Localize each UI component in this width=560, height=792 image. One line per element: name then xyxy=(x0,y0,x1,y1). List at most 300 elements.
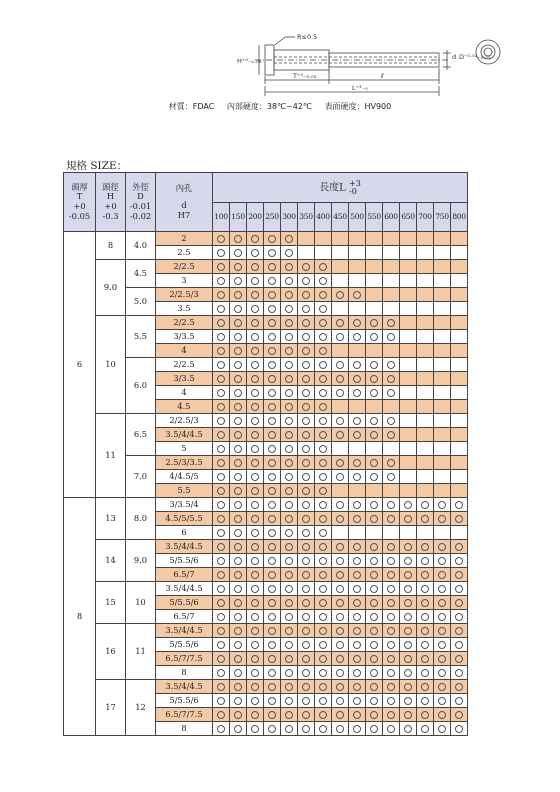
available-circle-icon xyxy=(319,641,327,649)
availability-cell xyxy=(281,386,298,400)
available-circle-icon xyxy=(370,613,378,621)
available-circle-icon xyxy=(404,515,412,523)
availability-cell xyxy=(366,554,383,568)
availability-cell xyxy=(247,344,264,358)
availability-cell xyxy=(451,428,468,442)
available-circle-icon xyxy=(319,627,327,635)
available-circle-icon xyxy=(438,725,446,733)
availability-cell xyxy=(213,638,230,652)
availability-cell xyxy=(366,722,383,736)
availability-cell xyxy=(247,428,264,442)
available-circle-icon xyxy=(336,333,344,341)
availability-cell xyxy=(264,456,281,470)
available-circle-icon xyxy=(438,669,446,677)
availability-cell xyxy=(383,316,400,330)
availability-cell xyxy=(383,470,400,484)
available-circle-icon xyxy=(336,725,344,733)
available-circle-icon xyxy=(234,613,242,621)
available-circle-icon xyxy=(234,347,242,355)
available-circle-icon xyxy=(251,305,259,313)
header-length xyxy=(213,173,468,203)
availability-cell xyxy=(281,372,298,386)
availability-cell xyxy=(400,708,417,722)
available-circle-icon xyxy=(268,249,276,257)
cell-h: 11 xyxy=(96,414,126,498)
available-circle-icon xyxy=(387,641,395,649)
availability-cell xyxy=(230,260,247,274)
availability-cell xyxy=(434,610,451,624)
availability-cell xyxy=(349,596,366,610)
availability-cell xyxy=(383,414,400,428)
availability-cell xyxy=(366,694,383,708)
availability-cell xyxy=(417,610,434,624)
availability-cell xyxy=(332,512,349,526)
header-d-inner-symbol: d xyxy=(181,200,187,211)
availability-cell xyxy=(383,638,400,652)
availability-cell xyxy=(417,694,434,708)
available-circle-icon xyxy=(319,361,327,369)
available-circle-icon xyxy=(217,291,225,299)
availability-cell xyxy=(332,386,349,400)
availability-cell xyxy=(383,484,400,498)
availability-cell xyxy=(417,330,434,344)
availability-cell xyxy=(213,428,230,442)
availability-cell xyxy=(247,624,264,638)
available-circle-icon xyxy=(387,557,395,565)
available-circle-icon xyxy=(455,725,463,733)
availability-cell xyxy=(332,638,349,652)
availability-cell xyxy=(349,246,366,260)
availability-cell xyxy=(451,596,468,610)
available-circle-icon xyxy=(217,235,225,243)
available-circle-icon xyxy=(217,375,225,383)
availability-cell xyxy=(281,428,298,442)
available-circle-icon xyxy=(217,683,225,691)
available-circle-icon xyxy=(268,725,276,733)
header-d-outer-symbol: D xyxy=(137,191,144,202)
availability-cell xyxy=(417,722,434,736)
available-circle-icon xyxy=(387,543,395,551)
availability-cell xyxy=(213,316,230,330)
available-circle-icon xyxy=(455,571,463,579)
cell-h: 15 xyxy=(96,582,126,624)
availability-cell xyxy=(349,316,366,330)
availability-cell xyxy=(349,498,366,512)
availability-cell xyxy=(315,526,332,540)
availability-cell xyxy=(400,260,417,274)
availability-cell xyxy=(349,400,366,414)
cell-d-inner: 5/5.5/6 xyxy=(156,638,213,652)
availability-cell xyxy=(230,302,247,316)
availability-cell xyxy=(451,470,468,484)
available-circle-icon xyxy=(217,417,225,425)
availability-cell xyxy=(400,428,417,442)
availability-cell xyxy=(366,610,383,624)
available-circle-icon xyxy=(251,627,259,635)
available-circle-icon xyxy=(285,235,293,243)
availability-cell xyxy=(417,400,434,414)
availability-cell xyxy=(281,624,298,638)
availability-cell xyxy=(281,568,298,582)
available-circle-icon xyxy=(302,501,310,509)
cell-d-inner: 6.5/7/7.5 xyxy=(156,652,213,666)
availability-cell xyxy=(400,358,417,372)
availability-cell xyxy=(434,540,451,554)
length-header-300: 300 xyxy=(281,203,298,232)
header-length-tol-plus: +3 xyxy=(349,178,361,188)
availability-cell xyxy=(400,470,417,484)
availability-cell xyxy=(332,694,349,708)
available-circle-icon xyxy=(302,389,310,397)
cell-d-inner: 2 xyxy=(156,232,213,246)
available-circle-icon xyxy=(302,627,310,635)
availability-cell xyxy=(417,540,434,554)
availability-cell xyxy=(213,512,230,526)
availability-cell xyxy=(298,540,315,554)
available-circle-icon xyxy=(370,641,378,649)
availability-cell xyxy=(315,400,332,414)
availability-cell xyxy=(366,652,383,666)
available-circle-icon xyxy=(285,683,293,691)
availability-cell xyxy=(349,680,366,694)
available-circle-icon xyxy=(319,501,327,509)
availability-cell xyxy=(451,344,468,358)
availability-cell xyxy=(247,316,264,330)
availability-cell xyxy=(315,708,332,722)
availability-cell xyxy=(451,358,468,372)
available-circle-icon xyxy=(353,683,361,691)
available-circle-icon xyxy=(251,473,259,481)
available-circle-icon xyxy=(302,515,310,523)
availability-cell xyxy=(366,232,383,246)
available-circle-icon xyxy=(302,599,310,607)
availability-cell xyxy=(213,344,230,358)
available-circle-icon xyxy=(234,389,242,397)
availability-cell xyxy=(264,344,281,358)
availability-cell xyxy=(213,498,230,512)
availability-cell xyxy=(417,456,434,470)
available-circle-icon xyxy=(268,333,276,341)
h-dimension-label: H⁺⁰₋₀.₀₃ xyxy=(237,57,262,65)
availability-cell xyxy=(366,624,383,638)
availability-cell xyxy=(298,610,315,624)
available-circle-icon xyxy=(353,431,361,439)
availability-cell xyxy=(349,428,366,442)
availability-cell xyxy=(400,498,417,512)
availability-cell xyxy=(383,596,400,610)
available-circle-icon xyxy=(234,375,242,383)
available-circle-icon xyxy=(319,347,327,355)
available-circle-icon xyxy=(421,669,429,677)
available-circle-icon xyxy=(251,249,259,257)
available-circle-icon xyxy=(319,333,327,341)
length-header-650: 650 xyxy=(400,203,417,232)
availability-cell xyxy=(383,274,400,288)
available-circle-icon xyxy=(234,585,242,593)
table-row xyxy=(64,540,468,554)
availability-cell xyxy=(400,330,417,344)
l-total-dimension-label: L⁺³₋₀ xyxy=(352,84,368,92)
available-circle-icon xyxy=(387,585,395,593)
available-circle-icon xyxy=(319,263,327,271)
available-circle-icon xyxy=(353,459,361,467)
available-circle-icon xyxy=(234,305,242,313)
availability-cell xyxy=(349,666,366,680)
available-circle-icon xyxy=(285,613,293,621)
availability-cell xyxy=(417,302,434,316)
availability-cell xyxy=(281,344,298,358)
availability-cell xyxy=(315,610,332,624)
available-circle-icon xyxy=(353,291,361,299)
availability-cell xyxy=(383,722,400,736)
available-circle-icon xyxy=(302,473,310,481)
availability-cell xyxy=(264,288,281,302)
availability-cell xyxy=(230,680,247,694)
available-circle-icon xyxy=(217,571,225,579)
availability-cell xyxy=(417,274,434,288)
available-circle-icon xyxy=(370,655,378,663)
availability-cell xyxy=(349,652,366,666)
available-circle-icon xyxy=(319,277,327,285)
available-circle-icon xyxy=(285,529,293,537)
availability-cell xyxy=(298,274,315,288)
available-circle-icon xyxy=(217,403,225,411)
available-circle-icon xyxy=(268,669,276,677)
available-circle-icon xyxy=(234,599,242,607)
cell-d-inner: 2.5/3/3.5 xyxy=(156,456,213,470)
available-circle-icon xyxy=(302,375,310,383)
availability-cell xyxy=(400,610,417,624)
availability-cell xyxy=(451,624,468,638)
availability-cell xyxy=(213,330,230,344)
available-circle-icon xyxy=(251,641,259,649)
availability-cell xyxy=(264,484,281,498)
available-circle-icon xyxy=(268,571,276,579)
availability-cell xyxy=(298,414,315,428)
available-circle-icon xyxy=(285,487,293,495)
availability-cell xyxy=(349,540,366,554)
available-circle-icon xyxy=(421,571,429,579)
available-circle-icon xyxy=(404,711,412,719)
availability-cell xyxy=(298,526,315,540)
available-circle-icon xyxy=(302,725,310,733)
availability-cell xyxy=(298,316,315,330)
available-circle-icon xyxy=(370,599,378,607)
availability-cell xyxy=(298,330,315,344)
availability-cell xyxy=(400,442,417,456)
availability-cell xyxy=(383,526,400,540)
availability-cell xyxy=(332,652,349,666)
available-circle-icon xyxy=(353,585,361,593)
availability-cell xyxy=(247,708,264,722)
available-circle-icon xyxy=(268,627,276,635)
availability-cell xyxy=(247,652,264,666)
available-circle-icon xyxy=(285,655,293,663)
availability-cell xyxy=(315,596,332,610)
available-circle-icon xyxy=(251,487,259,495)
available-circle-icon xyxy=(234,571,242,579)
header-d-inner-title: 內孔 xyxy=(175,182,193,193)
availability-cell xyxy=(417,414,434,428)
available-circle-icon xyxy=(234,487,242,495)
availability-cell xyxy=(400,400,417,414)
availability-cell xyxy=(230,232,247,246)
availability-cell xyxy=(264,652,281,666)
available-circle-icon xyxy=(438,613,446,621)
availability-cell xyxy=(434,484,451,498)
availability-cell xyxy=(434,680,451,694)
availability-cell xyxy=(451,554,468,568)
available-circle-icon xyxy=(285,333,293,341)
cell-d-inner: 3/3.5 xyxy=(156,372,213,386)
available-circle-icon xyxy=(251,571,259,579)
availability-cell xyxy=(230,624,247,638)
availability-cell xyxy=(451,372,468,386)
availability-cell xyxy=(332,246,349,260)
available-circle-icon xyxy=(387,627,395,635)
cell-d-outer: 8.0 xyxy=(126,498,156,540)
available-circle-icon xyxy=(285,263,293,271)
available-circle-icon xyxy=(268,501,276,509)
availability-cell xyxy=(281,722,298,736)
available-circle-icon xyxy=(217,501,225,509)
availability-cell xyxy=(434,470,451,484)
available-circle-icon xyxy=(234,641,242,649)
availability-cell xyxy=(349,512,366,526)
availability-cell xyxy=(298,470,315,484)
availability-cell xyxy=(434,694,451,708)
available-circle-icon xyxy=(285,473,293,481)
available-circle-icon xyxy=(217,585,225,593)
length-header-450: 450 xyxy=(332,203,349,232)
availability-cell xyxy=(213,456,230,470)
availability-cell xyxy=(213,540,230,554)
available-circle-icon xyxy=(404,613,412,621)
available-circle-icon xyxy=(353,725,361,733)
availability-cell xyxy=(213,372,230,386)
availability-cell xyxy=(434,512,451,526)
available-circle-icon xyxy=(455,557,463,565)
available-circle-icon xyxy=(268,361,276,369)
availability-cell xyxy=(332,330,349,344)
availability-cell xyxy=(247,666,264,680)
availability-cell xyxy=(247,484,264,498)
available-circle-icon xyxy=(251,725,259,733)
available-circle-icon xyxy=(319,697,327,705)
availability-cell xyxy=(332,288,349,302)
availability-cell xyxy=(400,680,417,694)
availability-cell xyxy=(434,330,451,344)
cell-d-inner: 8 xyxy=(156,722,213,736)
available-circle-icon xyxy=(217,389,225,397)
available-circle-icon xyxy=(251,431,259,439)
available-circle-icon xyxy=(353,613,361,621)
available-circle-icon xyxy=(421,641,429,649)
available-circle-icon xyxy=(319,529,327,537)
available-circle-icon xyxy=(387,725,395,733)
available-circle-icon xyxy=(234,711,242,719)
available-circle-icon xyxy=(387,333,395,341)
available-circle-icon xyxy=(404,557,412,565)
cell-d-inner: 3.5/4/4.5 xyxy=(156,680,213,694)
availability-cell xyxy=(247,638,264,652)
availability-cell xyxy=(213,246,230,260)
available-circle-icon xyxy=(455,683,463,691)
availability-cell xyxy=(349,344,366,358)
availability-cell xyxy=(315,568,332,582)
available-circle-icon xyxy=(353,711,361,719)
availability-cell xyxy=(213,666,230,680)
availability-cell xyxy=(383,330,400,344)
available-circle-icon xyxy=(438,683,446,691)
availability-cell xyxy=(332,582,349,596)
available-circle-icon xyxy=(404,641,412,649)
available-circle-icon xyxy=(234,655,242,663)
availability-cell xyxy=(383,680,400,694)
availability-cell xyxy=(349,708,366,722)
availability-cell xyxy=(383,582,400,596)
availability-cell xyxy=(298,232,315,246)
cell-t: 8 xyxy=(64,498,96,736)
available-circle-icon xyxy=(251,669,259,677)
available-circle-icon xyxy=(370,557,378,565)
availability-cell xyxy=(247,540,264,554)
availability-cell xyxy=(417,680,434,694)
header-d-outer-title: 外徑 xyxy=(132,181,149,192)
availability-cell xyxy=(349,470,366,484)
availability-cell xyxy=(264,302,281,316)
availability-cell xyxy=(230,414,247,428)
cell-d-outer: 5.5 xyxy=(126,316,156,358)
available-circle-icon xyxy=(353,361,361,369)
availability-cell xyxy=(366,540,383,554)
available-circle-icon xyxy=(302,711,310,719)
availability-cell xyxy=(230,456,247,470)
availability-cell xyxy=(298,498,315,512)
availability-cell xyxy=(315,232,332,246)
available-circle-icon xyxy=(319,375,327,383)
available-circle-icon xyxy=(455,711,463,719)
available-circle-icon xyxy=(268,417,276,425)
availability-cell xyxy=(434,498,451,512)
availability-cell xyxy=(417,386,434,400)
length-header-250: 250 xyxy=(264,203,281,232)
available-circle-icon xyxy=(217,319,225,327)
availability-cell xyxy=(383,400,400,414)
available-circle-icon xyxy=(421,585,429,593)
available-circle-icon xyxy=(319,599,327,607)
cell-d-inner: 3.5/4/4.5 xyxy=(156,428,213,442)
available-circle-icon xyxy=(302,655,310,663)
availability-cell xyxy=(213,526,230,540)
header-t-tolerance: +0 -0.05 xyxy=(68,201,91,221)
availability-cell xyxy=(213,260,230,274)
available-circle-icon xyxy=(353,473,361,481)
available-circle-icon xyxy=(336,711,344,719)
availability-cell xyxy=(281,260,298,274)
available-circle-icon xyxy=(234,277,242,285)
available-circle-icon xyxy=(404,585,412,593)
available-circle-icon xyxy=(319,431,327,439)
available-circle-icon xyxy=(387,319,395,327)
availability-cell xyxy=(417,652,434,666)
available-circle-icon xyxy=(302,459,310,467)
availability-cell xyxy=(247,386,264,400)
available-circle-icon xyxy=(370,697,378,705)
availability-cell xyxy=(366,680,383,694)
available-circle-icon xyxy=(251,333,259,341)
availability-cell xyxy=(247,722,264,736)
